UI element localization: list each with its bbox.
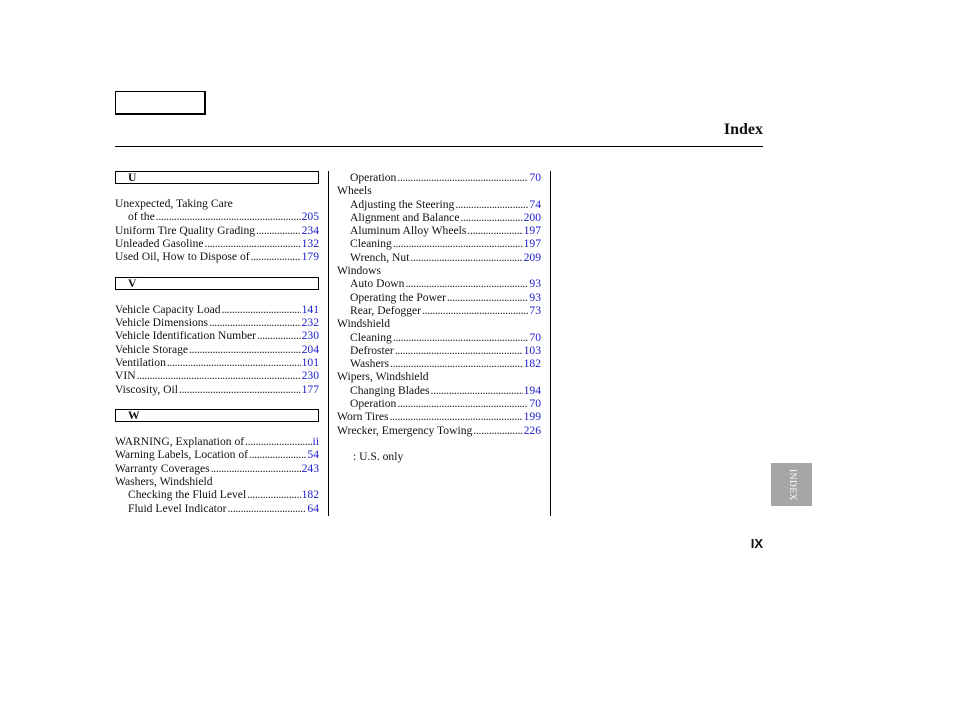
page-link[interactable]: ii (312, 435, 319, 449)
section-letter-u: U (115, 171, 319, 184)
page-link[interactable]: 54 (307, 448, 319, 462)
entry-label: Used Oil, How to Dispose of (115, 250, 250, 264)
index-entry: Unexpected, Taking Care (115, 197, 233, 210)
page-link[interactable]: 197 (523, 237, 541, 251)
entry-label: Operation (350, 397, 397, 411)
entry-label: Fluid Level Indicator (128, 501, 227, 515)
index-entry: Windshield (337, 317, 390, 331)
page-link[interactable]: 200 (523, 210, 541, 224)
page-link[interactable]: 197 (523, 224, 541, 238)
entry-label: Warning Labels, Location of (115, 448, 248, 462)
index-entry[interactable] (115, 329, 319, 342)
entry-label: Ventilation (115, 355, 166, 369)
column-divider (328, 171, 329, 516)
page-link[interactable]: 205 (301, 210, 319, 224)
entry-label: Defroster (350, 343, 394, 357)
index-entry[interactable] (115, 210, 319, 223)
entry-label: Adjusting the Steering (350, 197, 455, 211)
page-link[interactable]: 73 (529, 303, 541, 317)
page-link[interactable]: 209 (523, 250, 541, 264)
page-link[interactable]: 93 (529, 290, 541, 304)
entry-label: Vehicle Storage (115, 342, 189, 356)
page-link[interactable]: 226 (523, 423, 541, 437)
entry-label: Vehicle Dimensions (115, 316, 209, 330)
index-entry[interactable] (115, 237, 319, 250)
entry-label: Washers (350, 357, 389, 371)
entry-label: Vehicle Identification Number (115, 329, 257, 343)
index-entry: Washers, Windshield (115, 475, 213, 489)
entry-label: Warranty Coverages (115, 461, 210, 475)
index-entry[interactable] (337, 357, 541, 370)
page-link[interactable]: 232 (301, 316, 319, 330)
page-link[interactable]: 182 (301, 488, 319, 502)
side-tab-label: INDEX (786, 468, 797, 501)
index-entry[interactable] (115, 383, 319, 396)
index-entry[interactable] (115, 502, 319, 515)
page-link[interactable]: 177 (301, 382, 319, 396)
page-number: IX (750, 536, 763, 551)
entry-label: of the (128, 210, 155, 224)
entry-label: Wrecker, Emergency Towing (337, 423, 473, 437)
index-entry[interactable] (337, 397, 541, 410)
entry-label: Vehicle Capacity Load (115, 302, 221, 316)
index-column-2 (337, 171, 541, 464)
page-link[interactable]: 74 (529, 197, 541, 211)
index-entry[interactable] (337, 251, 541, 264)
index-entry[interactable] (337, 344, 541, 357)
index-entry[interactable] (115, 343, 319, 356)
page-link[interactable]: 204 (301, 342, 319, 356)
page-title: Index (723, 121, 763, 138)
index-entry[interactable] (115, 303, 319, 316)
entry-label: Viscosity, Oil (115, 382, 178, 396)
index-entry[interactable] (337, 331, 541, 344)
entry-label: Uniform Tire Quality Grading (115, 223, 256, 237)
index-entry[interactable] (337, 171, 541, 184)
page-link[interactable]: 194 (523, 383, 541, 397)
index-column-1 (115, 171, 319, 515)
entry-label: Auto Down (350, 277, 405, 291)
entry-label: Changing Blades (350, 383, 430, 397)
index-entry[interactable] (115, 369, 319, 382)
index-entry: Windows (337, 264, 381, 278)
page-link[interactable]: 70 (529, 171, 541, 184)
index-entry[interactable] (337, 410, 541, 423)
page-link[interactable]: 234 (301, 223, 319, 237)
section-letter-v: V (115, 277, 319, 290)
entry-label: Worn Tires (337, 410, 389, 424)
entry-label: Unleaded Gasoline (115, 236, 204, 250)
column-divider (550, 171, 551, 516)
page-link[interactable]: 93 (529, 277, 541, 291)
index-entry[interactable] (337, 211, 541, 224)
entry-label: Cleaning (350, 237, 392, 251)
page-link[interactable]: 70 (529, 330, 541, 344)
entry-label: Aluminum Alloy Wheels (350, 224, 467, 238)
page-link[interactable]: 243 (301, 461, 319, 475)
index-entry[interactable] (337, 291, 541, 304)
index-entry[interactable] (337, 384, 541, 397)
index-entry[interactable] (115, 316, 319, 329)
index-entry[interactable] (115, 488, 319, 501)
nav-box[interactable] (115, 91, 206, 115)
index-entry[interactable] (337, 277, 541, 290)
entry-label: Cleaning (350, 330, 392, 344)
index-entry[interactable] (337, 198, 541, 211)
index-entry[interactable] (337, 224, 541, 237)
page-link[interactable]: 199 (523, 410, 541, 424)
us-only-note: : U.S. only (353, 450, 404, 464)
index-entry[interactable] (115, 448, 319, 461)
index-entry[interactable] (337, 237, 541, 250)
section-letter-w: W (115, 409, 319, 422)
page-link[interactable]: 103 (523, 343, 541, 357)
entry-label: Operation (350, 171, 397, 184)
page-link[interactable]: 141 (301, 302, 319, 316)
index-entry[interactable] (115, 462, 319, 475)
page-link[interactable]: 64 (307, 501, 319, 515)
entry-label: VIN (115, 369, 136, 383)
entry-label: WARNING, Explanation of (115, 435, 245, 449)
page-link[interactable]: 101 (301, 355, 319, 369)
page-link[interactable]: 70 (529, 397, 541, 411)
page-link[interactable]: 132 (301, 236, 319, 250)
entry-label: Rear, Defogger (350, 303, 421, 317)
index-entry: Wheels (337, 184, 372, 198)
index-entry[interactable] (115, 435, 319, 448)
index-entry[interactable] (115, 250, 319, 263)
entry-label: Alignment and Balance (350, 210, 460, 224)
title-rule (115, 146, 763, 147)
entry-label: Checking the Fluid Level (128, 488, 247, 502)
index-entry[interactable] (115, 224, 319, 237)
entry-label: Wrench, Nut (350, 250, 410, 264)
index-entry[interactable] (337, 304, 541, 317)
index-entry[interactable] (337, 424, 541, 437)
page-link[interactable]: 230 (301, 329, 319, 343)
page-link[interactable]: 182 (523, 357, 541, 371)
index-side-tab[interactable] (771, 463, 812, 506)
index-entry[interactable] (115, 356, 319, 369)
page-link[interactable]: 230 (301, 369, 319, 383)
entry-label: Operating the Power (350, 290, 446, 304)
page-link[interactable]: 179 (301, 250, 319, 264)
index-entry: Wipers, Windshield (337, 370, 429, 384)
